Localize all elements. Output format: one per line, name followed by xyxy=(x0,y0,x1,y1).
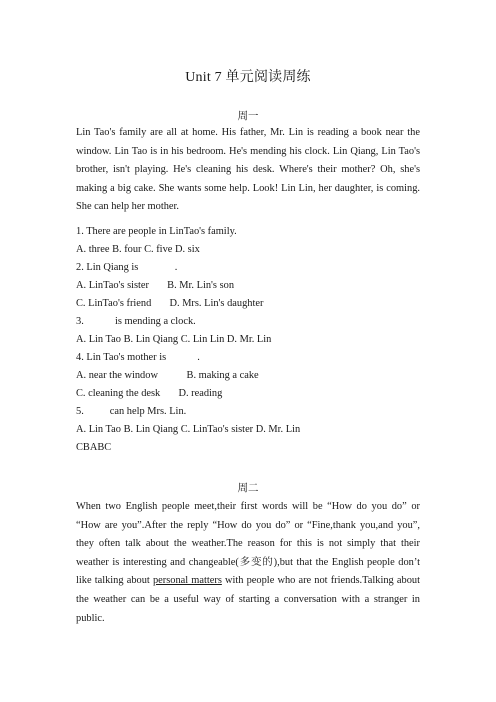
day1-heading: 周一 xyxy=(237,111,259,122)
question-2-options-cd: C. LinTao's friend D. Mrs. Lin's daughter xyxy=(76,298,264,309)
day1-passage: Lin Tao's family are all at home. His father, Mr. Lin is reading a book near the window. Lin Tao is in his bedroom. He's mending his clock. Lin Qiang, Lin Tao's brother, isn't playing. He's cleaning his desk. Where's their mother? Oh, she's making a big cake. She wants some help. Look! Lin Lin, her daughter, is coming. She can help her mother. xyxy=(76,127,420,213)
day2-passage-start: When two English people meet,their first words will be “How do you do” or “How are you”.After the reply “How do you do” or “Fine,thank you,and you”, they often talk about the weather.The reason for this is not simply that their weather is interesting and changeable(多变的),but that the English people don’t like talking about xyxy=(76,501,420,587)
day2-heading: 周二 xyxy=(237,483,259,494)
question-1: 1. There are people in LinTao's family. xyxy=(76,226,237,237)
day2-passage-end: with people who are not friends.Talking about the weather can be a useful way of starting a conversation with a stranger in public. xyxy=(76,575,420,624)
page-title: Unit 7 单元阅读周练 xyxy=(185,70,311,85)
question-5-options: A. Lin Tao B. Lin Qiang C. LinTao's sister D. Mr. Lin xyxy=(76,424,301,435)
question-4: 4. Lin Tao's mother is . xyxy=(76,352,200,363)
question-2-options-ab: A. LinTao's sister B. Mr. Lin's son xyxy=(76,280,235,291)
day2-passage xyxy=(76,498,420,628)
answer-key: CBABC xyxy=(76,442,112,453)
question-2: 2. Lin Qiang is . xyxy=(76,262,178,273)
question-5: 5. can help Mrs. Lin. xyxy=(76,406,187,417)
question-3: 3. is mending a clock. xyxy=(76,316,196,327)
question-4-options-cd: C. cleaning the desk D. reading xyxy=(76,388,223,399)
question-3-options: A. Lin Tao B. Lin Qiang C. Lin Lin D. Mr. Lin xyxy=(76,334,272,345)
question-4-options-ab: A. near the window B. making a cake xyxy=(76,370,259,381)
question-1-options: A. three B. four C. five D. six xyxy=(76,244,200,255)
underlined-phrase: personal matters xyxy=(152,575,222,587)
